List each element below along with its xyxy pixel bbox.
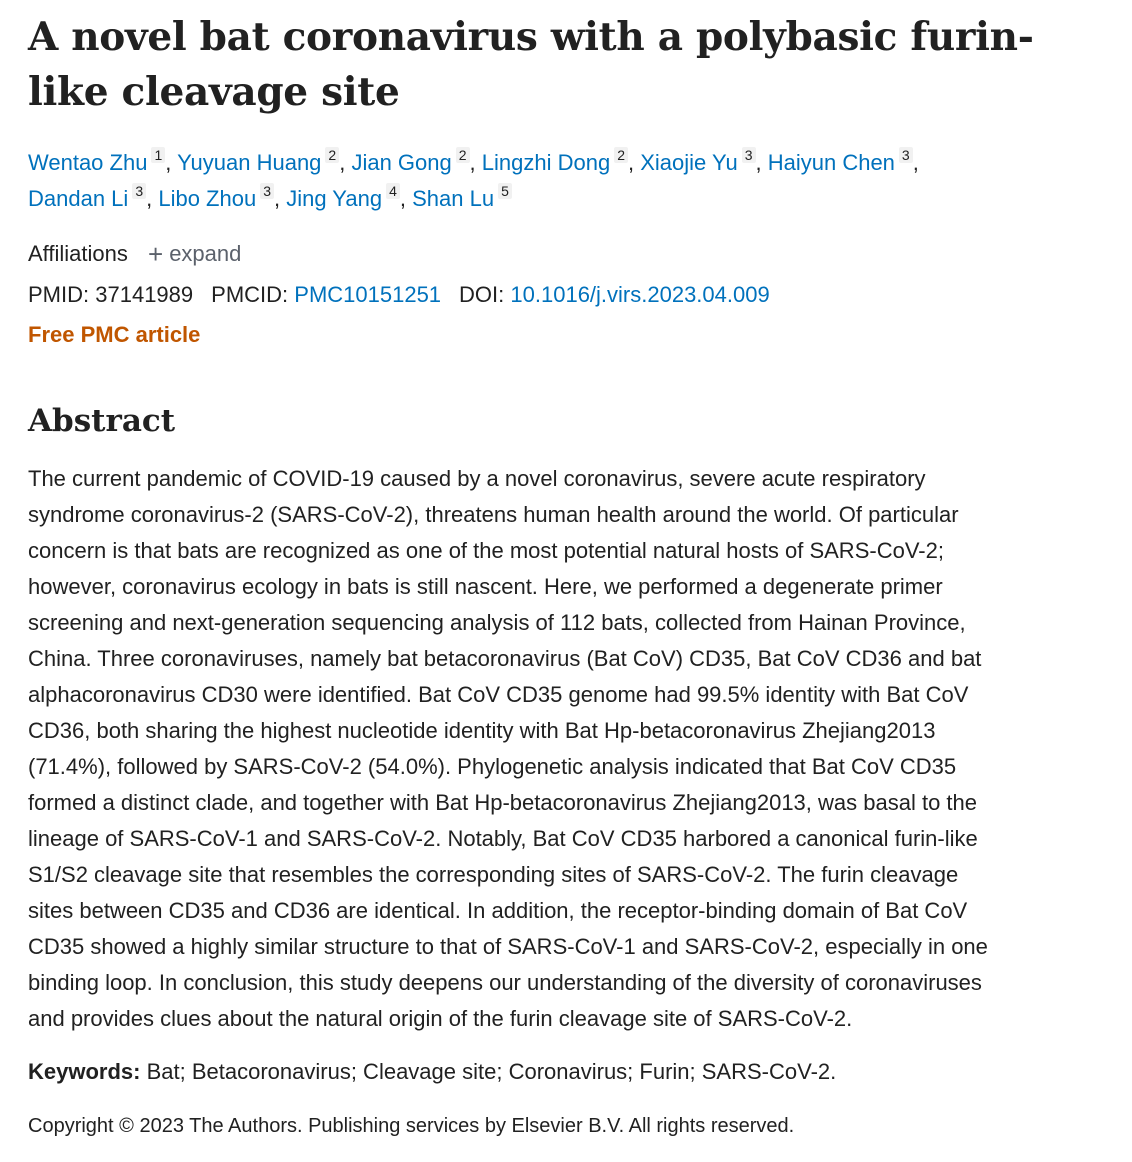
author-separator: , — [469, 150, 482, 175]
author-link[interactable]: Jian Gong — [351, 150, 452, 175]
author-separator: , — [339, 150, 352, 175]
author-link[interactable]: Dandan Li — [28, 186, 129, 211]
abstract-line: screening and next-generation sequencing analysis of 112 bats, collected from Hainan Province, — [28, 610, 966, 635]
abstract-text — [28, 461, 1108, 1037]
author-item — [412, 183, 512, 211]
author-link[interactable]: Libo Zhou — [158, 186, 257, 211]
abstract-line: China. Three coronaviruses, namely bat betacoronavirus (Bat CoV) CD35, Bat CoV CD36 and bat — [28, 646, 982, 671]
abstract-line: however, coronavirus ecology in bats is still nascent. Here, we performed a degenerate primer — [28, 574, 943, 599]
author-list — [28, 145, 1118, 217]
affiliation-marker[interactable]: 2 — [325, 147, 339, 163]
affiliation-marker[interactable]: 3 — [899, 147, 913, 163]
author-item — [767, 147, 919, 175]
pmid-label: PMID: — [28, 282, 90, 307]
keywords-row — [28, 1056, 836, 1088]
author-item — [351, 147, 482, 175]
author-link[interactable]: Yuyuan Huang — [177, 150, 322, 175]
identifiers-row — [28, 279, 770, 311]
affiliations-label: Affiliations — [28, 241, 128, 266]
abstract-line: The current pandemic of COVID-19 caused by a novel coronavirus, severe acute respiratory — [28, 466, 926, 491]
affiliation-marker[interactable]: 3 — [132, 183, 146, 199]
author-link[interactable]: Jing Yang — [286, 186, 383, 211]
author-separator: , — [274, 186, 287, 211]
author-separator: , — [755, 150, 768, 175]
affiliation-marker[interactable]: 5 — [498, 183, 512, 199]
author-link[interactable]: Xiaojie Yu — [640, 150, 738, 175]
abstract-line: concern is that bats are recognized as one of the most potential natural hosts of SARS-CoV-2; — [28, 538, 944, 563]
affiliation-marker[interactable]: 3 — [742, 147, 756, 163]
affiliation-marker[interactable]: 1 — [151, 147, 165, 163]
author-separator: , — [912, 150, 919, 175]
abstract-line: sites between CD35 and CD36 are identical. In addition, the receptor-binding domain of Bat CoV — [28, 898, 968, 923]
article-title: A novel bat coronavirus with a polybasic furin-like cleavage site — [28, 14, 1034, 115]
abstract-line: alphacoronavirus CD30 were identified. Bat CoV CD35 genome had 99.5% identity with Bat CoV — [28, 682, 969, 707]
abstract-line: formed a distinct clade, and together with Bat Hp-betacoronavirus Zhejiang2013, was basal to the — [28, 790, 977, 815]
abstract-line: lineage of SARS-CoV-1 and SARS-CoV-2. Notably, Bat CoV CD35 harbored a canonical furin-like — [28, 826, 978, 851]
plus-icon: + — [148, 239, 164, 269]
abstract-line: syndrome coronavirus-2 (SARS-CoV-2), threatens human health around the world. Of particular — [28, 502, 959, 527]
expand-label: expand — [169, 241, 242, 266]
affiliations-row — [28, 238, 241, 270]
keywords-text: Bat; Betacoronavirus; Cleavage site; Coronavirus; Furin; SARS-CoV-2. — [146, 1059, 837, 1084]
affiliation-marker[interactable]: 2 — [614, 147, 628, 163]
doi-label: DOI: — [459, 282, 505, 307]
author-separator: , — [628, 150, 641, 175]
author-link[interactable]: Lingzhi Dong — [481, 150, 611, 175]
author-link[interactable]: Haiyun Chen — [767, 150, 895, 175]
author-link[interactable]: Shan Lu — [412, 186, 495, 211]
author-item — [286, 183, 413, 211]
abstract-line: CD36, both sharing the highest nucleotide identity with Bat Hp-betacoronavirus Zhejiang2013 — [28, 718, 936, 743]
abstract-line: binding loop. In conclusion, this study deepens our understanding of the diversity of coronaviruses — [28, 970, 982, 995]
affiliations-expand-button[interactable] — [148, 239, 242, 269]
author-separator: , — [399, 186, 413, 211]
author-item — [177, 147, 352, 175]
pmcid-link[interactable]: PMC10151251 — [294, 282, 442, 307]
pmid-value: 37141989 — [95, 282, 194, 307]
abstract-line: CD35 showed a highly similar structure to that of SARS-CoV-1 and SARS-CoV-2, especially in one — [28, 934, 988, 959]
affiliation-marker[interactable]: 3 — [260, 183, 274, 199]
author-item — [28, 183, 159, 211]
author-item — [640, 147, 768, 175]
pmcid-label: PMCID: — [211, 282, 289, 307]
affiliation-marker[interactable]: 2 — [456, 147, 470, 163]
copyright-notice: Copyright © 2023 The Authors. Publishing services by Elsevier B.V. All rights reserved. — [28, 1115, 795, 1137]
doi-link[interactable]: 10.1016/j.virs.2023.04.009 — [510, 282, 770, 307]
abstract-line: S1/S2 cleavage site that resembles the corresponding sites of SARS-CoV-2. The furin cleavage — [28, 862, 959, 887]
abstract-heading: Abstract — [28, 403, 176, 439]
author-item — [481, 147, 641, 175]
keywords-label: Keywords: — [28, 1059, 141, 1084]
author-separator: , — [165, 150, 178, 175]
free-pmc-article-badge: Free PMC article — [28, 322, 201, 347]
abstract-line: and provides clues about the natural origin of the furin cleavage site of SARS-CoV-2. — [28, 1006, 853, 1031]
affiliation-marker[interactable]: 4 — [386, 183, 400, 199]
author-separator: , — [146, 186, 159, 211]
author-link[interactable]: Wentao Zhu — [28, 150, 148, 175]
author-item — [28, 147, 178, 175]
author-item — [158, 183, 287, 211]
abstract-line: (71.4%), followed by SARS-CoV-2 (54.0%). Phylogenetic analysis indicated that Bat CoV CD35 — [28, 754, 957, 779]
